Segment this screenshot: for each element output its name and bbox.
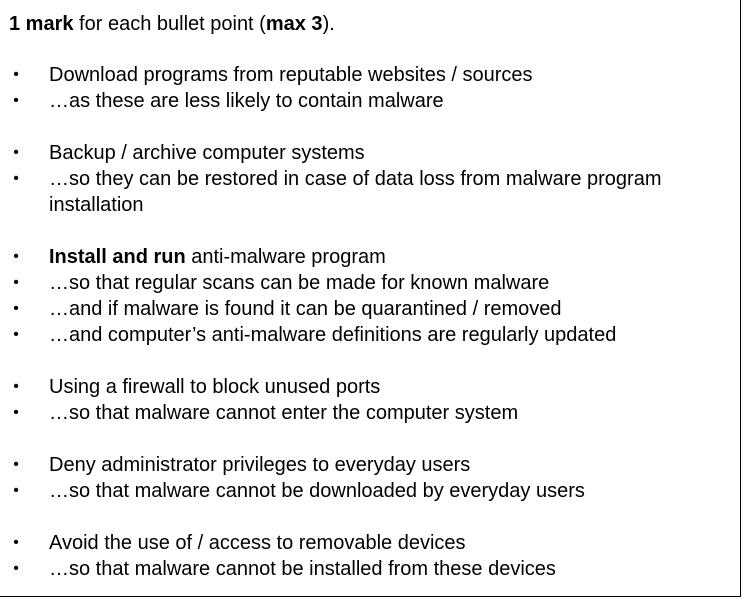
bullet-group <box>0 452 730 504</box>
bullet-text-body: Avoid the use of / access to removable devices <box>49 532 466 554</box>
bullet-item <box>0 322 730 348</box>
bullet-text <box>49 558 556 580</box>
bullet-group <box>0 62 730 114</box>
heading-mid: for each bullet point ( <box>73 13 266 35</box>
bullet-text-body: Deny administrator privileges to everyday users <box>49 454 471 476</box>
bullet-text <box>49 480 585 502</box>
bullet-point-icon: • <box>13 482 19 499</box>
bullet-item <box>0 452 730 478</box>
bullet-text-body: …as these are less likely to contain malware <box>49 90 444 112</box>
bullet-group <box>0 140 730 218</box>
bullet-text-body: …and computer’s anti-malware definitions are regularly updated <box>49 324 617 346</box>
heading-mark-bold: 1 mark <box>9 13 74 35</box>
bullet-text-body: anti-malware program <box>185 246 386 268</box>
bullet-item <box>0 530 730 556</box>
bullet-item <box>0 166 730 218</box>
mark-scheme-heading <box>9 12 335 36</box>
bullet-item <box>0 270 730 296</box>
bullet-text-body: …so that malware cannot be downloaded by everyday users <box>49 480 585 502</box>
bullet-point-icon: • <box>13 404 19 421</box>
bullet-point-icon: • <box>13 144 19 161</box>
bullet-text-body: …and if malware is found it can be quarantined / removed <box>49 298 562 320</box>
bullet-item <box>0 374 730 400</box>
bullet-text <box>49 64 533 86</box>
bullet-point-icon: • <box>13 170 19 187</box>
bullet-text <box>49 246 386 268</box>
bullet-text <box>49 298 562 320</box>
bullet-text <box>49 532 466 554</box>
bullet-text-body: Download programs from reputable websites / sources <box>49 64 533 86</box>
heading-max-bold: max 3 <box>265 13 323 35</box>
bullet-item <box>0 556 730 582</box>
bullet-point-icon: • <box>13 274 19 291</box>
bullet-point-icon: • <box>13 378 19 395</box>
bullet-point-icon: • <box>13 326 19 343</box>
bullet-point-icon: • <box>13 560 19 577</box>
bullet-text-bold: Install and run <box>49 246 186 268</box>
bullet-point-icon: • <box>13 300 19 317</box>
bullet-item <box>0 244 730 270</box>
bullet-text <box>49 324 616 346</box>
bullet-point-icon: • <box>13 248 19 265</box>
bullet-item <box>0 62 730 88</box>
bullet-text <box>49 272 549 294</box>
bullet-point-icon: • <box>13 66 19 83</box>
bullet-text-body: Using a firewall to block unused ports <box>49 376 381 398</box>
bullet-text-body: …so that malware cannot enter the computer system <box>49 402 519 424</box>
bullet-group <box>0 244 730 348</box>
bullet-text-body: …so that regular scans can be made for known malware <box>49 272 550 294</box>
bullet-item <box>0 400 730 426</box>
bullet-point-icon: • <box>13 456 19 473</box>
bullet-group <box>0 374 730 426</box>
bullet-text-body: Backup / archive computer systems <box>49 142 365 164</box>
bullet-item <box>0 140 730 166</box>
bullet-text-body: …so they can be restored in case of data loss from malware program installation <box>49 168 662 216</box>
bullet-item <box>0 478 730 504</box>
bullet-text <box>49 90 444 112</box>
bullet-point-icon: • <box>13 534 19 551</box>
bullet-groups <box>0 62 730 608</box>
bullet-text <box>49 454 470 476</box>
bullet-point-icon: • <box>13 92 19 109</box>
bullet-text-body: …so that malware cannot be installed from these devices <box>49 558 556 580</box>
bullet-text <box>49 168 662 216</box>
bullet-text <box>49 142 365 164</box>
bullet-item <box>0 88 730 114</box>
heading-end: ). <box>322 13 335 35</box>
bullet-text <box>49 402 518 424</box>
bullet-group <box>0 530 730 582</box>
bullet-item <box>0 296 730 322</box>
bullet-text <box>49 376 380 398</box>
